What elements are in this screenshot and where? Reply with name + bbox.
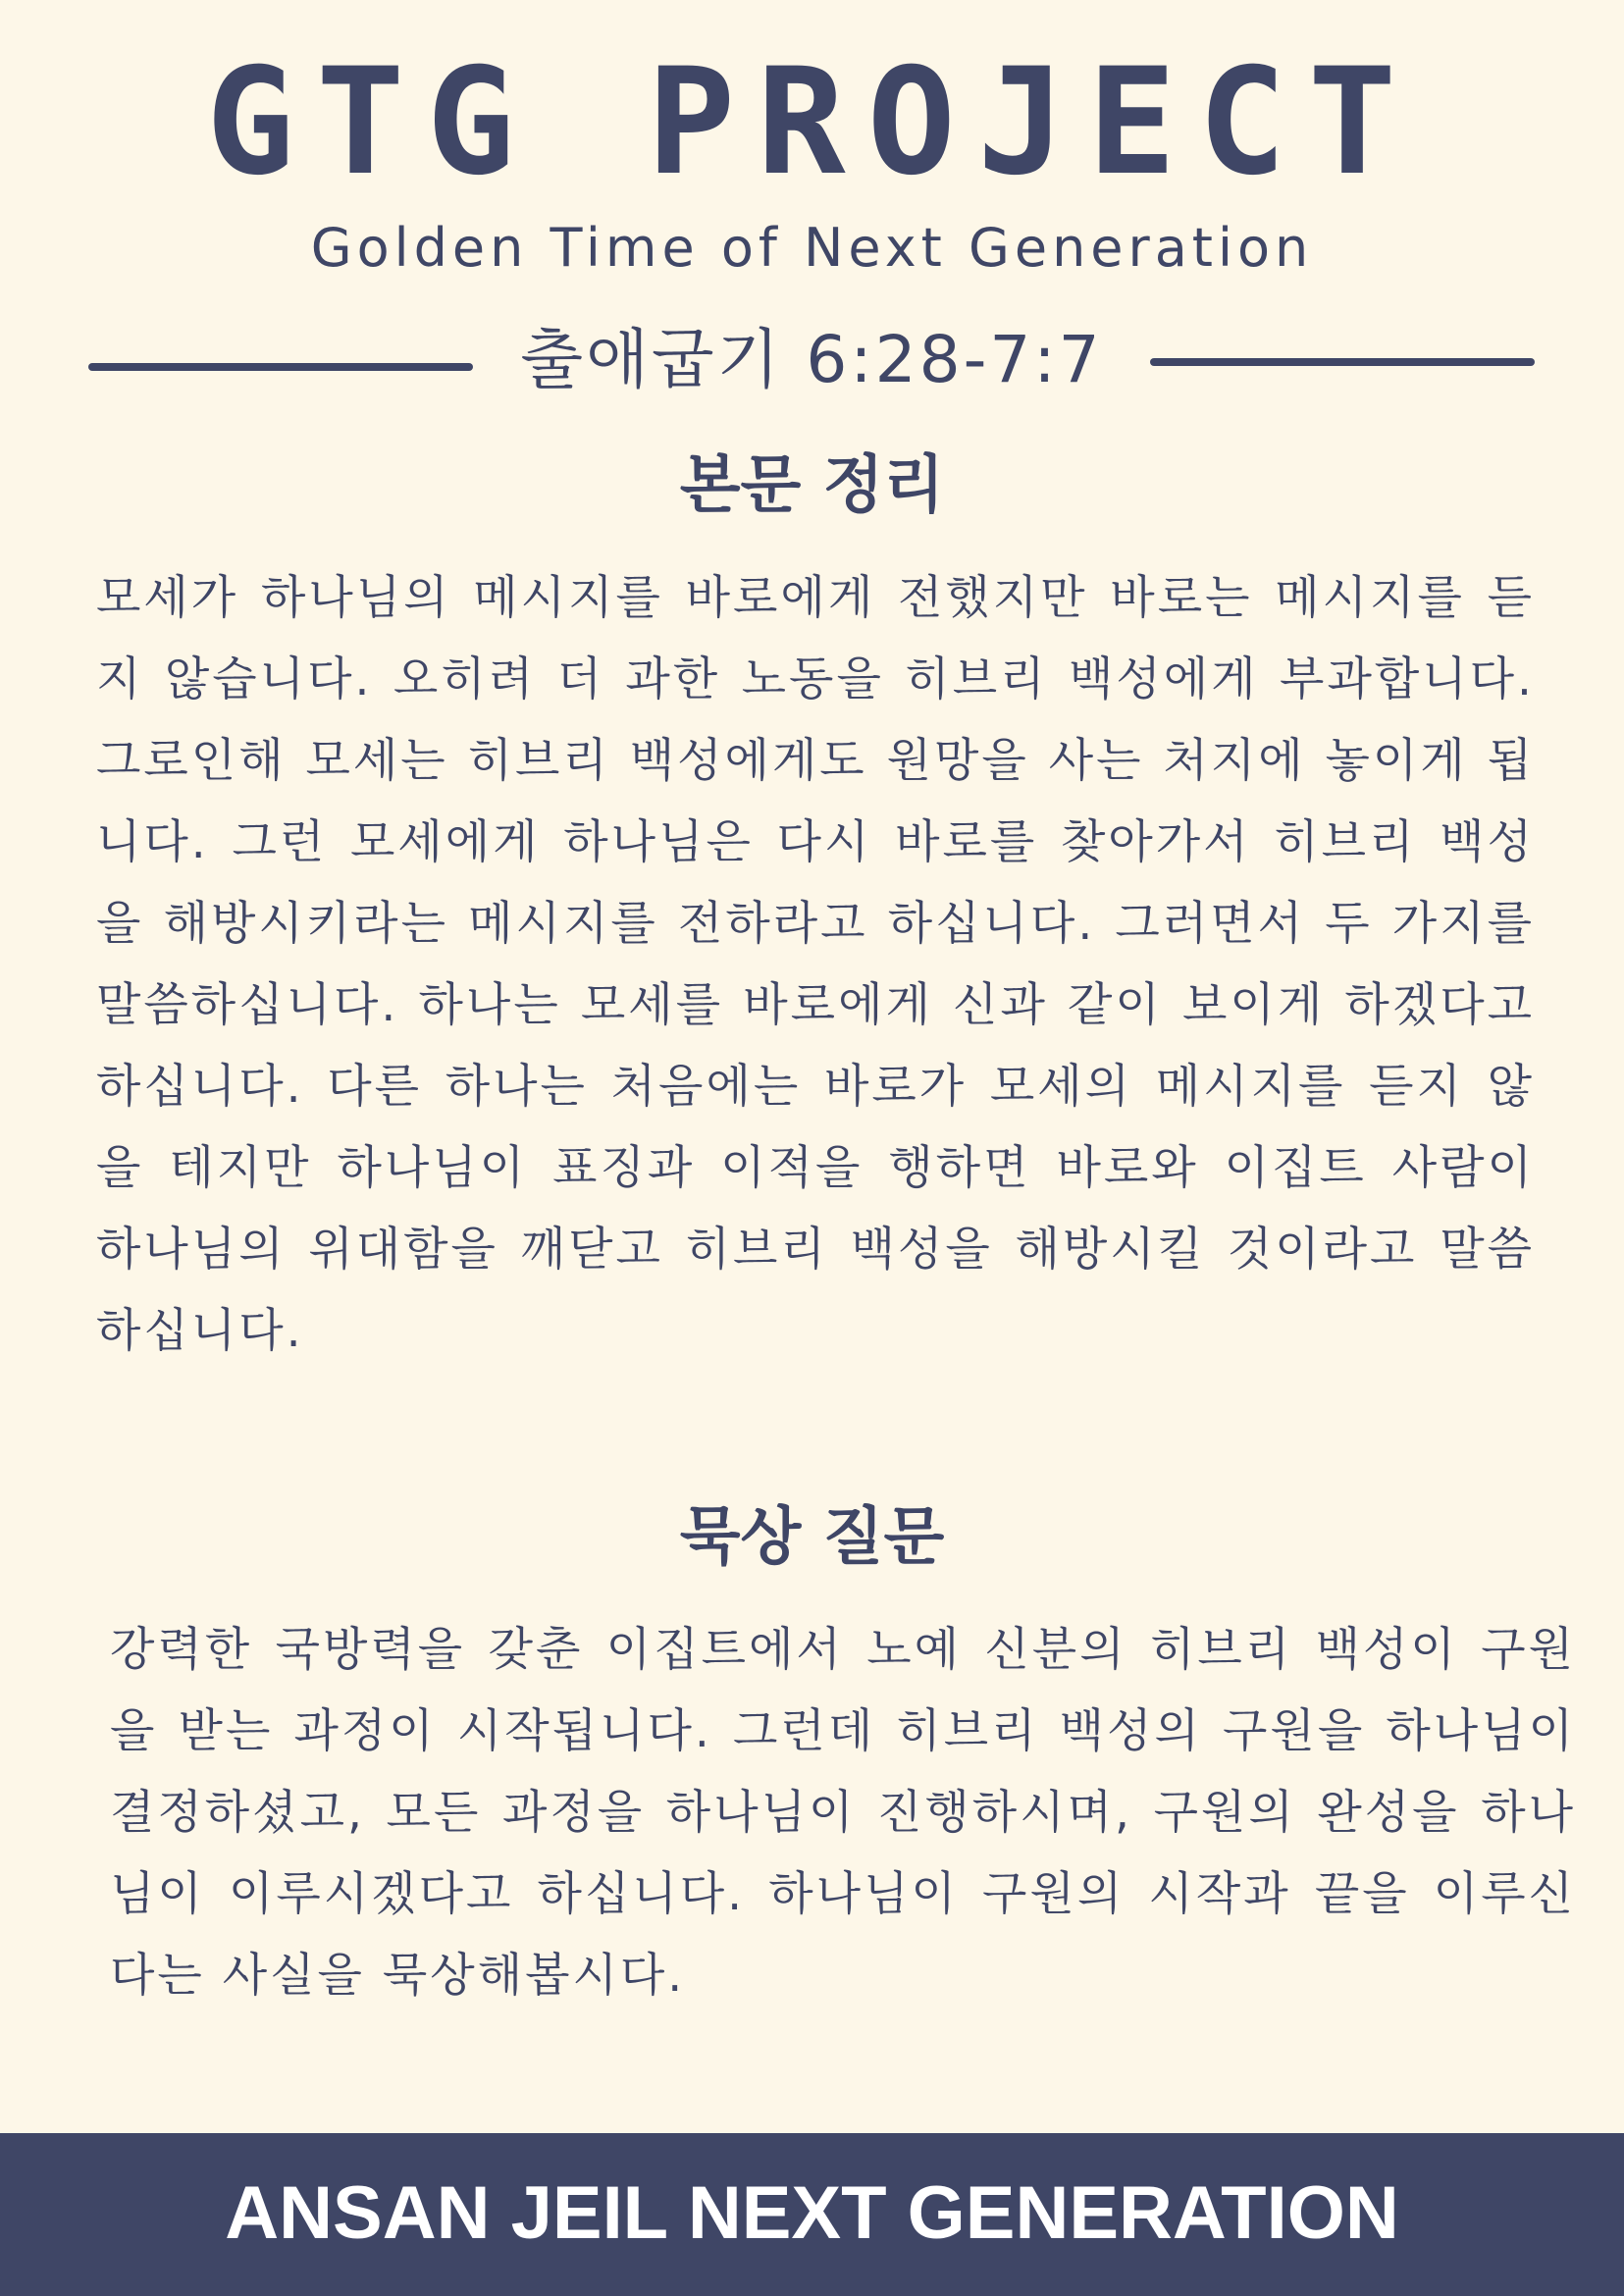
meditation-heading: 묵상 질문 bbox=[679, 1501, 945, 1574]
meditation-paragraph: 강력한 국방력을 갖춘 이집트에서 노예 신분의 히브리 백성이 구원을 받는 과정이 시작됩니다. 그런데 히브리 백성의 구원을 하나님이 결정하셨고, 모든 과정을 하나님이 진행하시며, 구원의 완성을 하나님이 이루시겠다고 하십니다. 하나님이 구원의 시작과 끝을 이루신다는 사실을 묵상해봅시다. bbox=[110, 1623, 1576, 2003]
summary-paragraph: 모세가 하나님의 메시지를 바로에게 전했지만 바로는 메시지를 듣지 않습니다. 오히려 더 과한 노동을 히브리 백성에게 부과합니다. 그로인해 모세는 히브리 백성에게도 원망을 사는 처지에 놓이게 됩니다. 그런 모세에게 하나님은 다시 바로를 찾아가서 히브리 백성을 해방시키라는 메시지를 전하라고 하십니다. 그러면서 두 가지를 말씀하십니다. 하나는 모세를 바로에게 신과 같이 보이게 하겠다고 하십니다. 다른 하나는 처음에는 바로가 모세의 메시지를 듣지 않을 테지만 하나님이 표징과 이적을 행하면 바로와 이집트 사람이 하나님의 위대함을 깨닫고 히브리 백성을 해방시킬 것이라고 말씀하십니다. bbox=[96, 571, 1535, 1358]
scripture-reference: 출애굽기 6:28-7:7 bbox=[520, 322, 1103, 397]
footer-text: ANSAN JEIL NEXT GENERATION bbox=[225, 2171, 1399, 2255]
right-divider bbox=[1150, 358, 1535, 366]
page-title: GTG PROJECT bbox=[205, 37, 1419, 208]
page-subtitle: Golden Time of Next Generation bbox=[310, 217, 1314, 279]
left-divider bbox=[88, 363, 473, 371]
footer-bar bbox=[0, 2133, 1624, 2296]
summary-heading: 본문 정리 bbox=[679, 449, 945, 522]
